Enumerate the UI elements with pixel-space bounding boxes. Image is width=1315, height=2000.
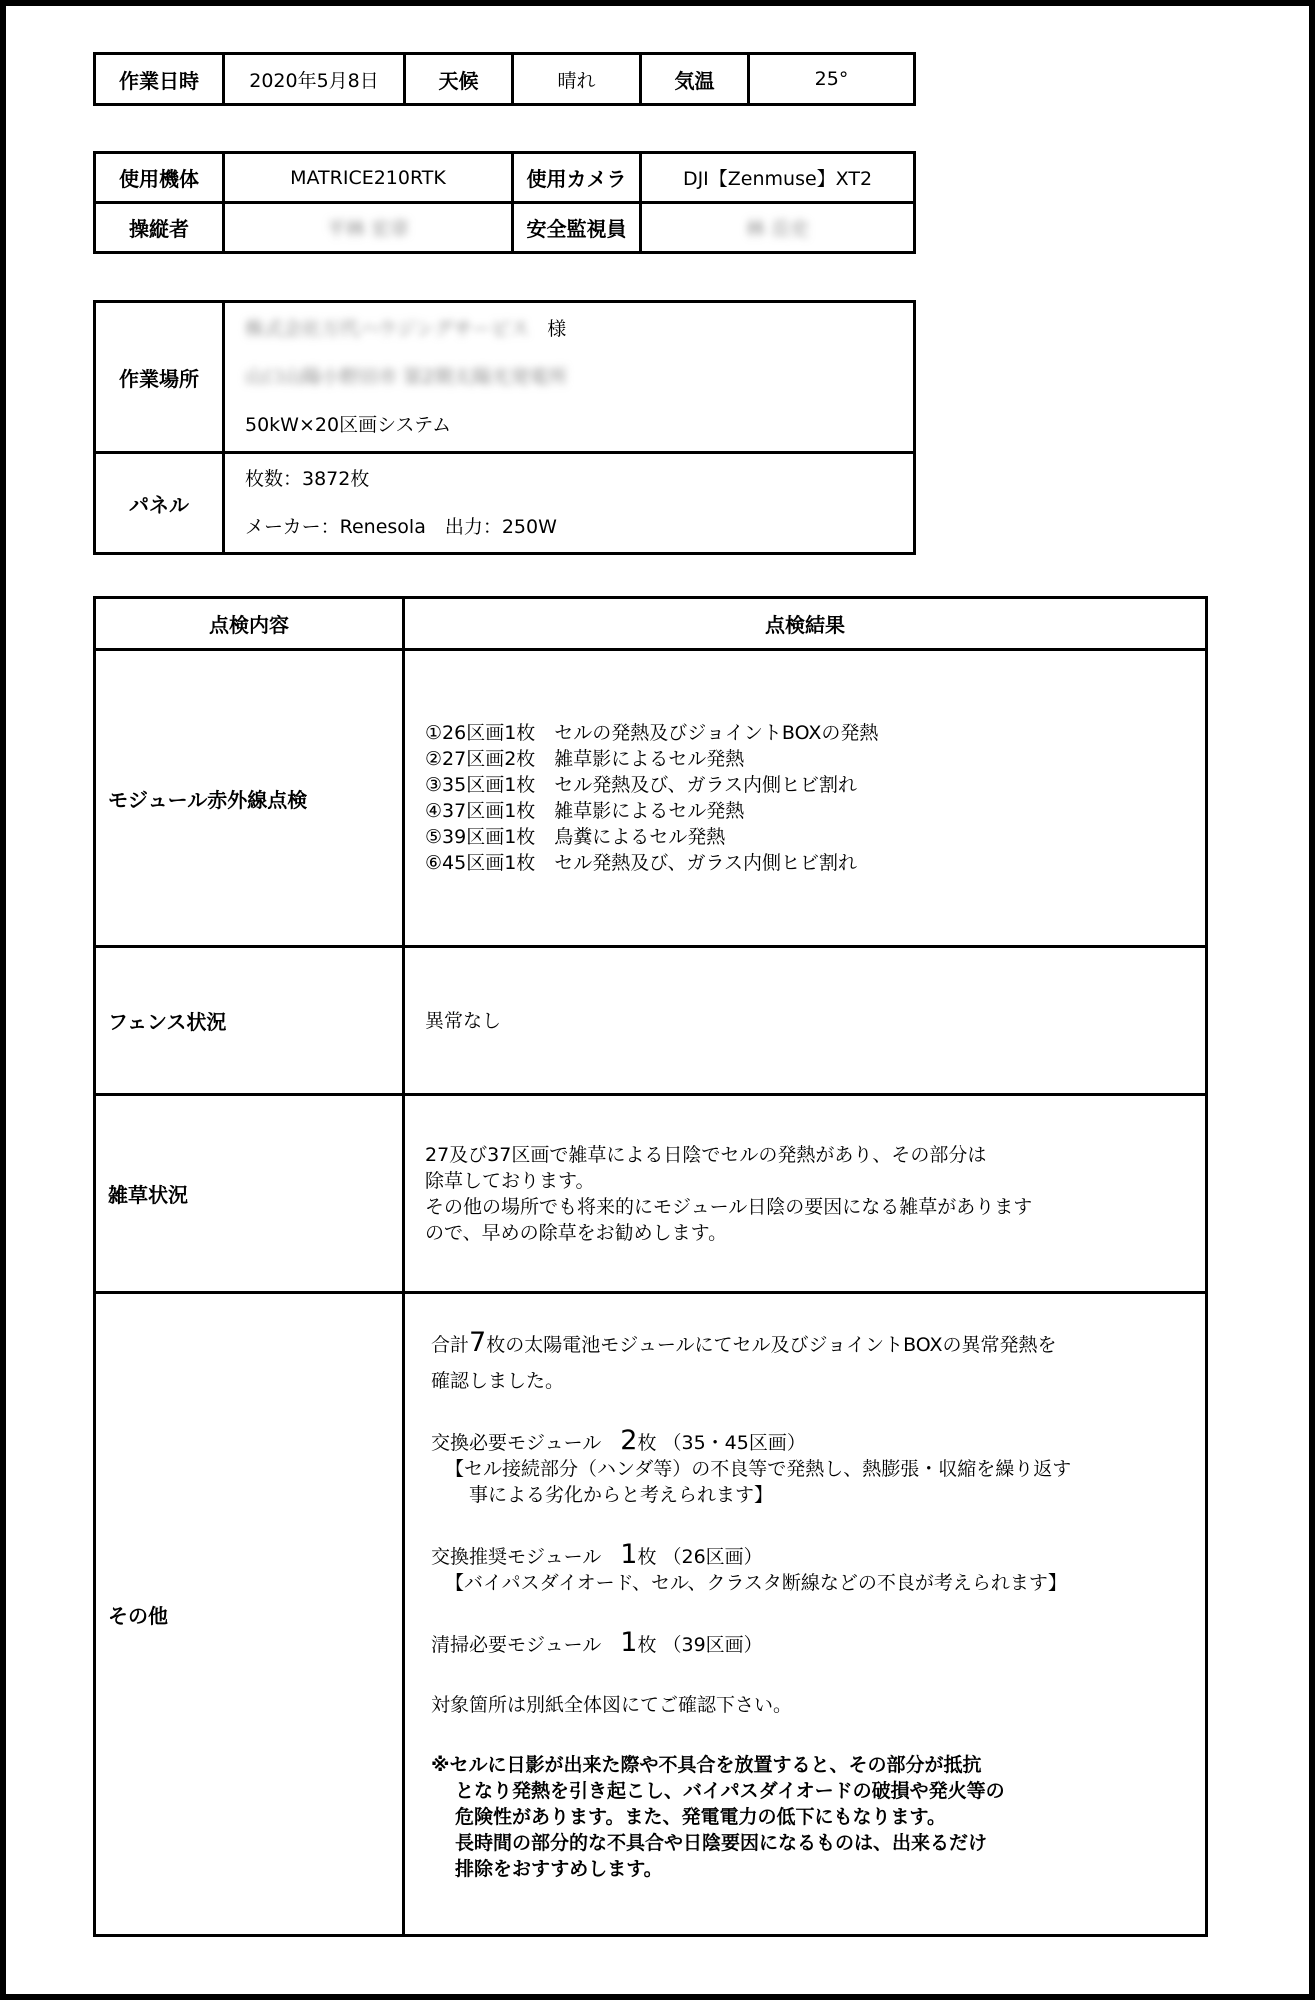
company-name-redacted: 株式会社万代ハウジングサービス [245,318,530,340]
column-header-result: 点検結果 [404,598,1207,650]
row-label-other: その他 [95,1293,404,1936]
cleaning-required-count: 1 [620,1627,638,1658]
list-item: ⑥45区画1枚 セル発熱及び、ガラス内側ヒビ割れ [425,852,857,874]
row-label-weeds: 雑草状況 [95,1095,404,1293]
table-row [95,947,1207,1095]
list-item: ④37区画1枚 雑草影によるセル発熱 [425,800,745,822]
camera-label: 使用カメラ [513,153,641,203]
pilot-label: 操縦者 [95,203,224,253]
summary-count: 7 [469,1327,487,1358]
table-row [95,1293,1207,1936]
summary-line-2: 確認しました。 [431,1370,565,1392]
list-item: ⑤39区画1枚 鳥糞によるセル発熱 [425,826,726,848]
weather-value: 晴れ [513,54,641,105]
list-item: その他の場所でも将来的にモジュール日陰の要因になる雑草があります [425,1195,1033,1218]
site-info-table [93,300,916,555]
date-value: 2020年5月8日 [224,54,405,105]
warning-line: となり発熱を引き起こし、バイパスダイオードの破損や発火等の [455,1780,1005,1802]
weed-results [404,1095,1207,1293]
table-row [95,1095,1207,1293]
pilot-name-redacted: 平林 宏章 [326,218,410,240]
list-item: ③35区画1枚 セル発熱及び、ガラス内側ヒビ割れ [425,774,857,796]
equipment-table [93,151,916,254]
summary-line: 合計7枚の太陽電池モジュールにてセル及びジョイントBOXの異常発熱を [431,1327,1057,1358]
warning-line: 長時間の部分的な不具合や日陰要因になるものは、出来るだけ [455,1832,988,1854]
warning-line: 危険性があります。また、発電電力の低下にもなります。 [455,1806,946,1828]
list-item: 異常なし [425,1009,502,1032]
replace-required-line: 交換必要モジュール 2枚 （35・45区画） [431,1425,806,1456]
cleaning-required-line: 清掃必要モジュール 1枚 （39区画） [431,1627,763,1658]
row-label-infrared: モジュール赤外線点検 [95,650,404,947]
location-label: 作業場所 [95,302,224,453]
other-results [404,1293,1207,1936]
list-item: ので、早めの除草をお勧めします。 [425,1221,728,1244]
address-redacted: 山口山陽小野田市 第2期太陽光発電所 [245,366,568,388]
target-location-note: 対象箇所は別紙全体図にてご確認下さい。 [431,1694,793,1716]
safety-monitor-label: 安全監視員 [513,203,641,253]
table-row [95,650,1207,947]
replace-required-note-2: 事による劣化からと考えられます】 [469,1484,774,1506]
list-item: ①26区画1枚 セルの発熱及びジョイントBOXの発熱 [425,722,879,744]
list-item: 除草しております。 [425,1169,595,1192]
row-label-fence: フェンス状況 [95,947,404,1095]
replace-recommended-count: 1 [620,1539,638,1570]
column-header-item: 点検内容 [95,598,404,650]
replace-recommended-line: 交換推奨モジュール 1枚 （26区画） [431,1539,763,1570]
panel-count: 枚数：3872枚 [245,468,370,490]
weather-label: 天候 [405,54,513,105]
replace-required-count: 2 [620,1425,638,1456]
replace-recommended-note: 【バイパスダイオード、セル、クラスタ断線などの不良が考えられます】 [445,1572,1067,1594]
list-item: 27及び37区画で雑草による日陰でセルの発熱があり、その部分は [425,1143,987,1166]
company-suffix: 様 [547,318,567,340]
safety-monitor-name-redacted: 林 岳史 [745,218,810,240]
warning-line: 排除をおすすめします。 [455,1858,663,1880]
work-conditions-table [93,52,916,106]
infrared-results [404,650,1207,947]
panel-details [224,453,915,554]
list-item: ②27区画2枚 雑草影によるセル発熱 [425,748,745,770]
panel-label: パネル [95,453,224,554]
temperature-value: 25° [749,54,915,105]
aircraft-value: MATRICE210RTK [224,153,513,203]
date-label: 作業日時 [95,54,224,105]
replace-required-note-1: 【セル接続部分（ハンダ等）の不良等で発熱し、熱膨張・収縮を繰り返す [445,1458,1072,1480]
warning-line: ※セルに日影が出来た際や不具合を放置すると、その部分が抵抗 [431,1754,982,1776]
location-details [224,302,915,453]
inspection-table [93,596,1208,1937]
system-description: 50kW×20区画システム [245,414,452,436]
panel-maker: メーカー：Renesola 出力：250W [245,516,557,538]
temperature-label: 気温 [641,54,749,105]
fence-results [404,947,1207,1095]
camera-value: DJI【Zenmuse】XT2 [641,153,915,203]
aircraft-label: 使用機体 [95,153,224,203]
